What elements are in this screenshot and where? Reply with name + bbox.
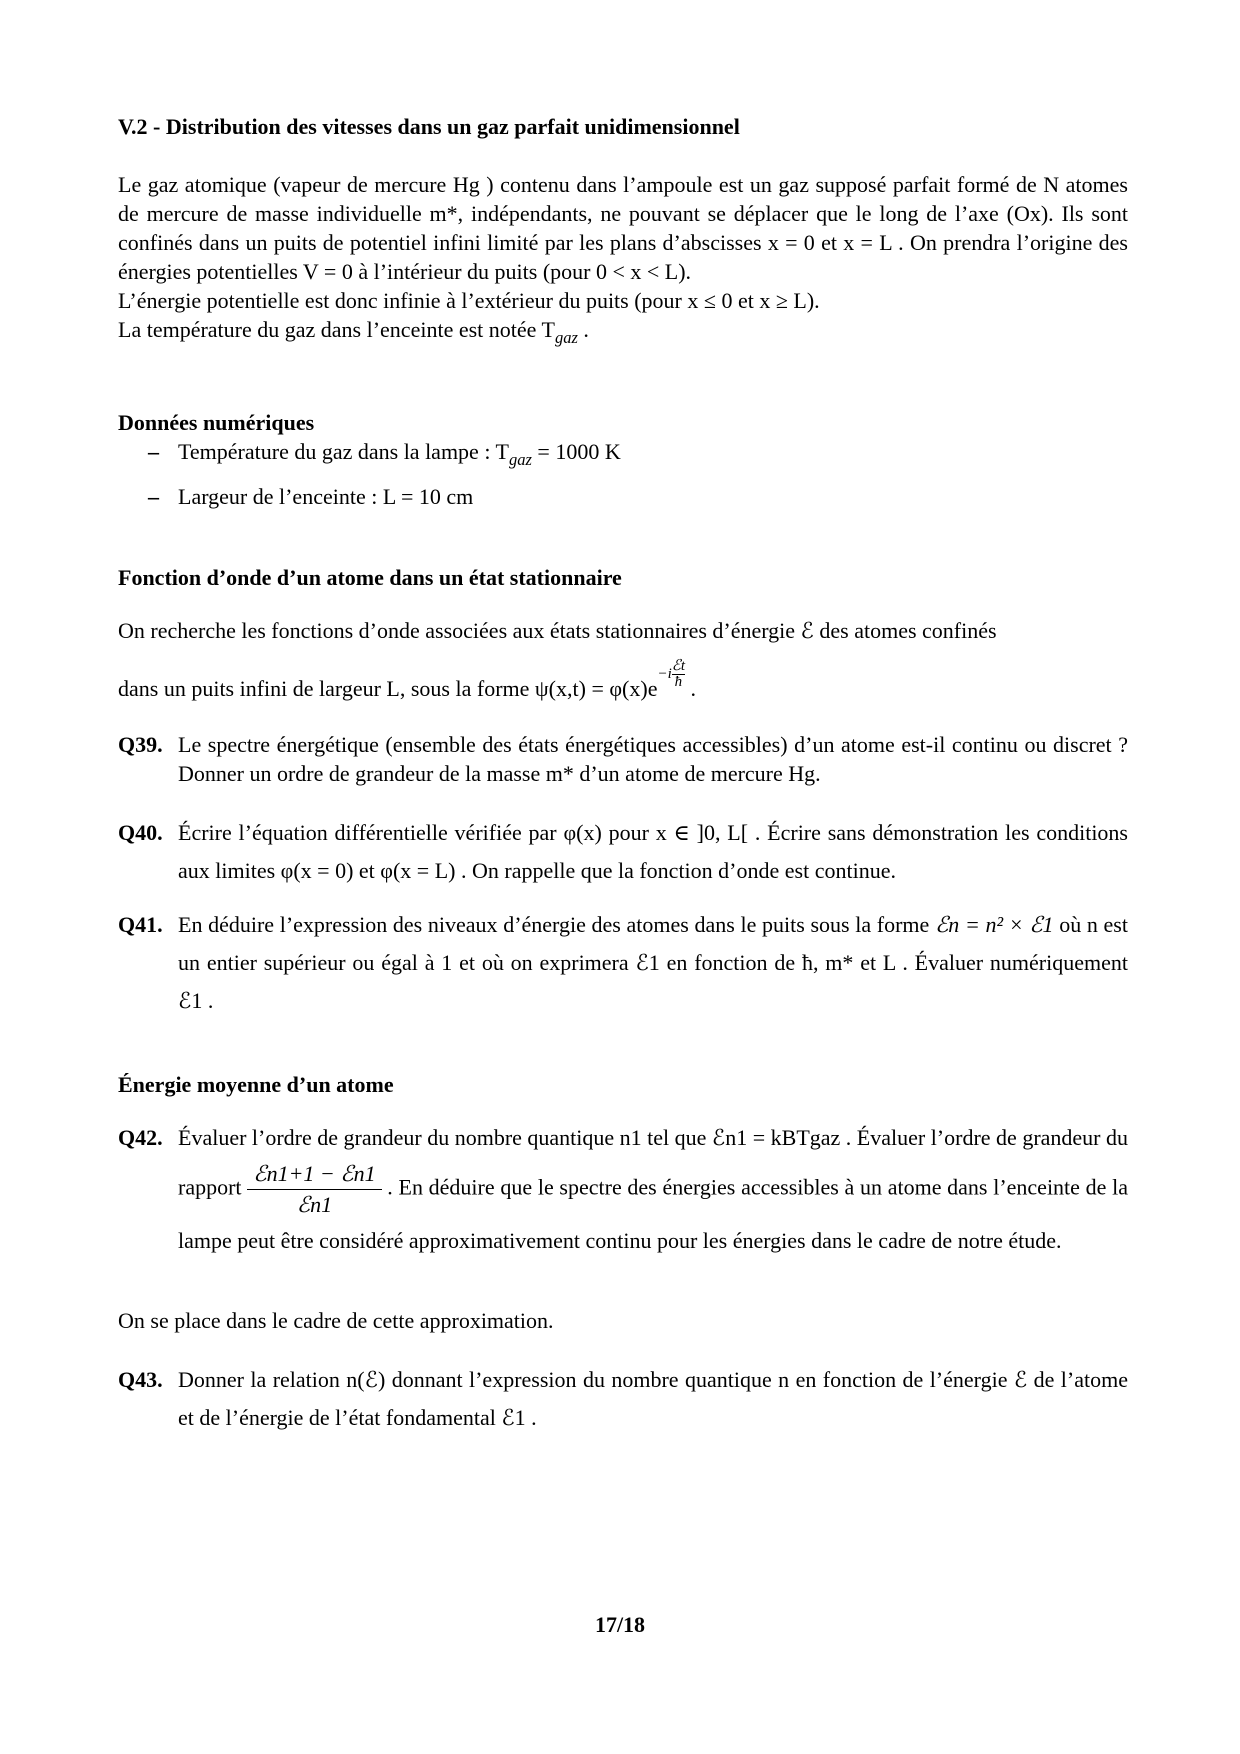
ratio-num: ℰn1+1 − ℰn1: [247, 1159, 381, 1190]
ratio-den: ℰn1: [296, 1192, 333, 1218]
expo-prefix: −i: [657, 665, 672, 682]
q40-text: Écrire l’équation différentielle vérifiée par φ(x) pour x ∈ ]0, L[ . Écrire sans démonstration les conditions aux limites φ(x = 0) et φ(x = L) . On rappelle que la fonction d’onde est continue.: [178, 820, 1128, 884]
donnees-list: [118, 437, 1128, 511]
donnees-title: Données numériques: [118, 409, 315, 435]
q42-text-b: . En déduire que le spectre des énergies accessibles à un atome dans l’enceinte de la lampe peut être considéré approximativement continu pour les énergies dans le cadre de notre étude.: [178, 1175, 1128, 1254]
question-41: [118, 906, 1128, 1020]
fonction-line-2-text: dans un puits infini de largeur L, sous la forme ψ(x,t) = φ(x)e: [118, 675, 658, 701]
question-40: [118, 814, 1128, 890]
donnees-item: [148, 437, 1128, 474]
question-43: [118, 1361, 1128, 1437]
intro-paragraph: Le gaz atomique (vapeur de mercure Hg ) contenu dans l’ampoule est un gaz supposé parfait formé de N atomes de mercure de masse individuelle m*, indépendants, ne pouvant se déplacer que le long de l’axe (Ox). Ils sont confinés dans un puits de potentiel infini limité par les plans d’abscisses x = 0 et x = L . On prendra l’origine des énergies potentielles V = 0 à l’intérieur du puits (pour 0 < x < L).: [118, 172, 1128, 284]
section-title: V.2 - Distribution des vitesses dans un gaz parfait unidimensionnel: [118, 114, 740, 139]
ratio-fraction: [247, 1159, 381, 1220]
document-page: [118, 112, 1128, 1437]
q40-label: Q40.: [118, 820, 163, 846]
q39-text: Le spectre énergétique (ensemble des états énergétiques accessibles) d’un atome est-il continu ou discret ? Donner un ordre de grandeur de la masse m* d’un atome de mercure Hg.: [178, 732, 1128, 787]
q41-text-a: En déduire l’expression des niveaux d’énergie des atomes dans le puits sous la forme: [178, 912, 935, 938]
q41-text-b: où n est un entier supérieur ou égal à 1 et où on exprimera ℰ1 en fonction de ħ, m* et L . Évaluer numériquement ℰ1 .: [178, 912, 1128, 1014]
donnees-item-1-text: Température du gaz dans la lampe : T: [178, 438, 509, 464]
donnees-item-1-val: = 1000 K: [531, 438, 621, 464]
fonction-title: Fonction d’onde d’un atome dans un état stationnaire: [118, 564, 622, 590]
q42-text-a: Évaluer l’ordre de grandeur du nombre quantique n1 tel que ℰn1 = kBTgaz . Évaluer l’ordre de grandeur du rapport: [178, 1125, 1128, 1201]
fonction-line-2-end: .: [685, 675, 697, 701]
q42-body: [178, 1123, 1128, 1256]
moyenne-title: Énergie moyenne d’un atome: [118, 1072, 394, 1098]
intro-3-sub: gaz: [554, 327, 578, 347]
q43-label: Q43.: [118, 1367, 163, 1393]
q41-formula: ℰn = n² × ℰ1: [934, 912, 1054, 938]
question-42: [118, 1123, 1128, 1256]
donnees-item-1-sub: gaz: [508, 449, 532, 469]
q41-label: Q41.: [118, 912, 163, 938]
q39-label: Q39.: [118, 732, 163, 758]
exponent: [657, 659, 685, 690]
q41-body: [178, 906, 1128, 1020]
intro-paragraph-2: L’énergie potentielle est donc infinie à l’extérieur du puits (pour x ≤ 0 et x ≥ L).: [118, 288, 820, 313]
fonction-line-1: On recherche les fonctions d’onde associées aux états stationnaires d’énergie ℰ des atomes confinés: [118, 617, 997, 643]
intro-3-end: .: [577, 317, 589, 342]
donnees-item: [148, 482, 1128, 511]
intro-3-text: La température du gaz dans l’enceinte est notée T: [118, 317, 555, 342]
intro-paragraph-3: [118, 315, 1128, 352]
page-number: 17/18: [594, 1612, 646, 1637]
fonction-line-2: [118, 659, 1128, 703]
expo-den: ħ: [674, 673, 683, 690]
expo-num: ℰt: [671, 657, 686, 674]
q43-text: Donner la relation n(ℰ) donnant l’expression du nombre quantique n en fonction de l’énergie ℰ de l’atome et de l’énergie de l’état fondamental ℰ1 .: [178, 1367, 1128, 1431]
donnees-item-2-text: Largeur de l’enceinte : L = 10 cm: [178, 483, 474, 509]
question-39: [118, 730, 1128, 788]
q42-label: Q42.: [118, 1125, 163, 1151]
expo-fraction: [672, 659, 685, 690]
approximation-text: On se place dans le cadre de cette approximation.: [118, 1308, 554, 1334]
